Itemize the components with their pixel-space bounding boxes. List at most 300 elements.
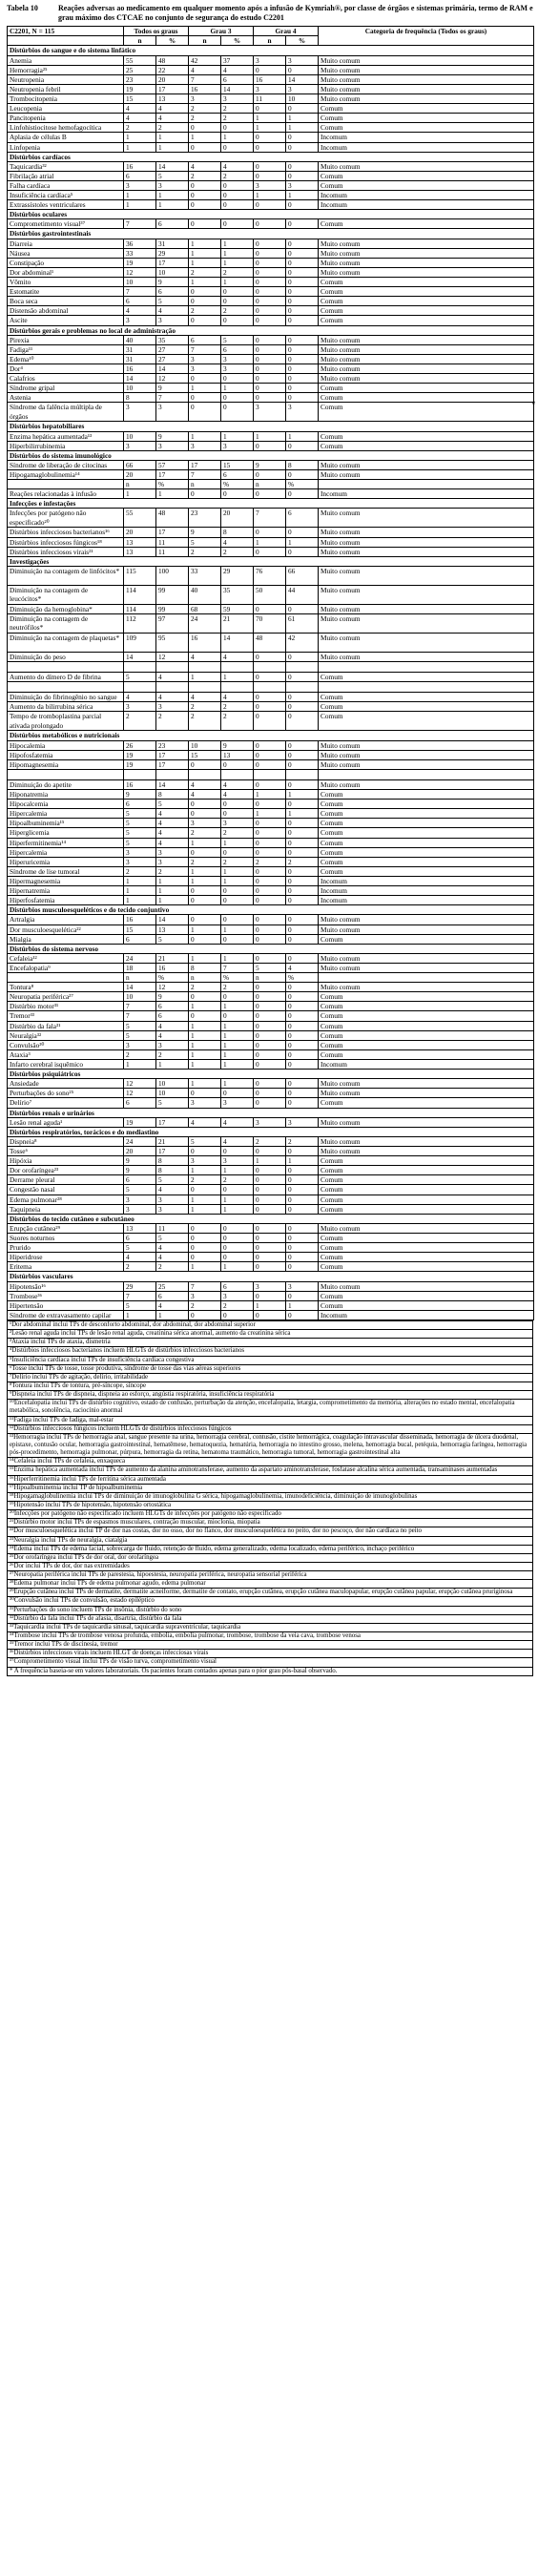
repeated-subheader-row: [8, 480, 534, 489]
grade4-pct: 0: [286, 393, 319, 403]
all-grades-pct: 9: [156, 431, 189, 441]
grade3-n: 1: [189, 924, 221, 934]
grade3-n: 0: [189, 142, 221, 152]
frequency-category: Incomum: [319, 133, 534, 142]
grade3-pct: 0: [221, 200, 254, 210]
grade4-n: 0: [254, 866, 286, 876]
footnote: ¹⁸Hipogamaglobulinemia inclui TPs de diminuição de imunoglobulina G sérica, hipogamaglobulinemia, imunodeficiência, diminuição de imunoglobulinas: [7, 1493, 533, 1502]
grade4-n: 0: [254, 828, 286, 838]
all-grades-n: 4: [124, 1253, 156, 1262]
adverse-reaction-term: [8, 480, 124, 489]
grade3-pct: 0: [221, 191, 254, 200]
grade3-n: 4: [189, 789, 221, 799]
grade3-n: 2: [189, 267, 221, 277]
grade3-n: 3: [189, 441, 221, 450]
all-grades-n: 5: [124, 838, 156, 847]
grade4-pct: 0: [286, 652, 319, 661]
frequency-category: Comum: [319, 934, 534, 944]
all-grades-pct: %: [156, 973, 189, 983]
frequency-category: Comum: [319, 1166, 534, 1175]
empty-cell: [254, 662, 286, 673]
table-row: [8, 1079, 534, 1089]
frequency-category: Muito comum: [319, 374, 534, 384]
grade3-n: 4: [189, 161, 221, 171]
all-grades-pct: 5: [156, 1098, 189, 1108]
table-row: [8, 963, 534, 972]
adverse-reaction-term: Vômito: [8, 278, 124, 287]
adverse-reaction-term: Taquipneia: [8, 1204, 124, 1214]
grade3-pct: 1: [221, 133, 254, 142]
all-grades-n: 19: [124, 258, 156, 267]
grade4-n: 0: [254, 693, 286, 702]
adverse-reaction-term: Hipomagnesemia: [8, 759, 124, 769]
table-row: [8, 239, 534, 248]
table-row: [8, 441, 534, 450]
all-grades-pct: 3: [156, 1040, 189, 1049]
adverse-reaction-term: Tremor³³: [8, 1011, 124, 1021]
frequency-category: Muito comum: [319, 344, 534, 354]
grade4-n: 0: [254, 673, 286, 682]
frequency-category: Comum: [319, 673, 534, 682]
all-grades-pct: 4: [156, 809, 189, 819]
frequency-category: Comum: [319, 171, 534, 180]
grade4-n: 3: [254, 1117, 286, 1127]
grade3-pct: 37: [221, 55, 254, 65]
frequency-category: Comum: [319, 306, 534, 316]
grade3-pct: 1: [221, 278, 254, 287]
table-row: [8, 983, 534, 992]
frequency-category: Comum: [319, 857, 534, 866]
footnote: ²⁷Neuropatia periférica inclui TPs de parestesia, hipoestesia, neuropatia periférica, neuropatia sensorial periférica: [7, 1571, 533, 1580]
all-grades-pct: 1: [156, 133, 189, 142]
frequency-category: Comum: [319, 712, 534, 731]
frequency-category: Incomum: [319, 1060, 534, 1070]
all-grades-n: 16: [124, 161, 156, 171]
adverse-reaction-term: Trombose³⁶: [8, 1291, 124, 1300]
adverse-reaction-term: Falha cardíaca: [8, 180, 124, 190]
all-grades-pct: 11: [156, 547, 189, 556]
adverse-reaction-term: Eritema: [8, 1262, 124, 1272]
grade3-pct: 2: [221, 857, 254, 866]
grade3-pct: 1: [221, 1195, 254, 1204]
grade4-n: 0: [254, 1253, 286, 1262]
all-grades-n: 7: [124, 219, 156, 229]
section-row: [8, 210, 534, 219]
grade4-pct: 0: [286, 528, 319, 537]
col-header-study: C2201, N = 115: [8, 27, 124, 36]
grade4-n: 0: [254, 1195, 286, 1204]
frequency-category: Muito comum: [319, 239, 534, 248]
frequency-category: Muito comum: [319, 652, 534, 661]
frequency-category: Comum: [319, 1291, 534, 1300]
all-grades-n: 3: [124, 1040, 156, 1049]
grade3-n: 0: [189, 403, 221, 422]
grade3-n: 0: [189, 219, 221, 229]
grade4-n: 0: [254, 316, 286, 325]
frequency-category: Muito comum: [319, 1089, 534, 1098]
all-grades-n: 18: [124, 963, 156, 972]
frequency-category: Muito comum: [319, 585, 534, 604]
grade4-n: 0: [254, 1098, 286, 1108]
grade4-pct: 0: [286, 1185, 319, 1195]
spacer-row: [8, 662, 534, 673]
frequency-category: Comum: [319, 393, 534, 403]
col-header-frequency: Categoria de frequência (Todos os graus): [319, 27, 534, 46]
empty-cell: [8, 682, 124, 693]
grade4-n: 0: [254, 1049, 286, 1059]
adverse-reaction-term: Distúrbio motor³¹: [8, 1002, 124, 1011]
adverse-reaction-term: Síndrome de extravasamento capilar: [8, 1310, 124, 1319]
adverse-reaction-term: Cefaleia¹²: [8, 953, 124, 963]
grade4-n: 1: [254, 114, 286, 123]
footnote: ²¹Distúrbio motor inclui TPs de espasmos musculares, contração muscular, mioclonia, miopatia: [7, 1519, 533, 1527]
grade3-pct: 6: [221, 470, 254, 480]
all-grades-n: 12: [124, 1089, 156, 1098]
grade3-pct: 4: [221, 537, 254, 547]
grade4-n: 0: [254, 1204, 286, 1214]
table-row: [8, 84, 534, 93]
adverse-reaction-term: Hiperbilirrubinemia: [8, 441, 124, 450]
adverse-reaction-term: Infarto cerebral isquêmico: [8, 1060, 124, 1070]
grade3-n: 1: [189, 278, 221, 287]
adverse-reaction-term: Edema pulmonar²⁸: [8, 1195, 124, 1204]
all-grades-n: 4: [124, 306, 156, 316]
table-row: [8, 537, 534, 547]
grade3-n: 2: [189, 104, 221, 114]
grade4-pct: 0: [286, 316, 319, 325]
grade4-pct: 0: [286, 374, 319, 384]
all-grades-pct: 6: [156, 1002, 189, 1011]
grade4-pct: 0: [286, 740, 319, 750]
grade4-pct: 1: [286, 1156, 319, 1166]
grade3-n: 1: [189, 1262, 221, 1272]
grade3-n: 1: [189, 1079, 221, 1089]
table-row: [8, 876, 534, 885]
grade4-pct: 0: [286, 1234, 319, 1243]
grade4-pct: 3: [286, 55, 319, 65]
grade3-n: 1: [189, 1021, 221, 1030]
grade3-pct: 1: [221, 239, 254, 248]
grade3-n: 8: [189, 963, 221, 972]
grade4-pct: 0: [286, 1243, 319, 1253]
all-grades-n: 19: [124, 750, 156, 759]
adverse-reaction-term: Neuropatia periférica²⁷: [8, 992, 124, 1002]
table-row: [8, 1310, 534, 1319]
grade3-n: 2: [189, 306, 221, 316]
grade3-pct: 4: [221, 779, 254, 789]
grade4-pct: 0: [286, 248, 319, 258]
table-row: [8, 652, 534, 661]
footnote: ²⁰Infecções por patógeno não especificado incluem HLGTs de infecções por patógeno não especificado: [7, 1510, 533, 1519]
all-grades-pct: 9: [156, 992, 189, 1002]
grade4-n: 0: [254, 239, 286, 248]
grade4-n: 16: [254, 74, 286, 84]
grade4-n: 0: [254, 1002, 286, 1011]
frequency-category: Comum: [319, 441, 534, 450]
table-row: [8, 460, 534, 469]
all-grades-pct: 5: [156, 800, 189, 809]
frequency-category: Incomum: [319, 896, 534, 905]
frequency-category: Muito comum: [319, 1281, 534, 1291]
empty-cell: [189, 769, 221, 779]
grade4-n: 0: [254, 441, 286, 450]
footnote: ³⁴Trombose inclui TPs de trombose venosa profunda, embolia, embolia pulmonar, trombose, trombose da veia cava, trombose venosa: [7, 1632, 533, 1641]
grade4-n: 0: [254, 819, 286, 828]
grade3-pct: 1: [221, 431, 254, 441]
grade4-pct: 0: [286, 65, 319, 74]
adverse-reaction-term: Diminuição na contagem de leucócitos*: [8, 585, 124, 604]
grade3-n: 10: [189, 740, 221, 750]
empty-cell: [189, 662, 221, 673]
adverse-reaction-term: Aumento do dímero D de fibrina: [8, 673, 124, 682]
all-grades-pct: 21: [156, 953, 189, 963]
grade3-n: 7: [189, 1281, 221, 1291]
table-row: [8, 171, 534, 180]
adverse-reaction-term: Extrassístoles ventriculares: [8, 200, 124, 210]
grade3-n: 0: [189, 800, 221, 809]
frequency-category: Muito comum: [319, 55, 534, 65]
grade3-n: 0: [189, 180, 221, 190]
grade4-pct: %: [286, 973, 319, 983]
grade4-pct: 0: [286, 1060, 319, 1070]
footnote: ⁵Insuficiência cardíaca inclui TPs de insuficiência cardíaca congestiva: [7, 1357, 533, 1365]
all-grades-pct: 17: [156, 528, 189, 537]
footnote: ¹⁷Hipoalbuminemia inclui TP de hipoalbuminemia: [7, 1485, 533, 1493]
all-grades-n: 13: [124, 537, 156, 547]
all-grades-n: 14: [124, 652, 156, 661]
grade3-pct: 1: [221, 1060, 254, 1070]
grade3-n: 0: [189, 847, 221, 857]
grade4-pct: 0: [286, 953, 319, 963]
grade3-pct: 2: [221, 306, 254, 316]
adverse-reaction-term: Pirexia: [8, 335, 124, 344]
all-grades-n: 5: [124, 1021, 156, 1030]
all-grades-n: 12: [124, 1079, 156, 1089]
grade4-pct: 1: [286, 809, 319, 819]
adverse-reaction-term: Leucopenia: [8, 104, 124, 114]
frequency-category: Muito comum: [319, 470, 534, 480]
adverse-reaction-term: Dor abdominal¹: [8, 267, 124, 277]
grade3-n: 1: [189, 838, 221, 847]
empty-cell: [286, 682, 319, 693]
grade3-n: 2: [189, 712, 221, 731]
adverse-reaction-term: Calafrios: [8, 374, 124, 384]
adverse-reaction-term: Tempo de tromboplastina parcial ativada prolongado: [8, 712, 124, 731]
col-subheader-n: n: [189, 36, 221, 46]
all-grades-n: 114: [124, 585, 156, 604]
grade4-n: 0: [254, 344, 286, 354]
table-row: [8, 306, 534, 316]
table-row: [8, 866, 534, 876]
all-grades-pct: 1: [156, 200, 189, 210]
grade4-n: 3: [254, 55, 286, 65]
grade4-n: 0: [254, 384, 286, 393]
grade4-pct: 0: [286, 876, 319, 885]
frequency-category: Incomum: [319, 876, 534, 885]
table-row: [8, 1117, 534, 1127]
grade4-pct: 3: [286, 84, 319, 93]
empty-cell: [156, 769, 189, 779]
all-grades-n: 1: [124, 1310, 156, 1319]
grade3-pct: 6: [221, 344, 254, 354]
table-row: [8, 528, 534, 537]
section-row: [8, 499, 534, 509]
grade3-n: 24: [189, 613, 221, 633]
all-grades-pct: 4: [156, 104, 189, 114]
all-grades-n: 5: [124, 1243, 156, 1253]
grade4-pct: 0: [286, 171, 319, 180]
grade4-pct: 1: [286, 537, 319, 547]
adverse-reaction-term: Dor orofaríngea²³: [8, 1166, 124, 1175]
grade4-pct: 0: [286, 1040, 319, 1049]
footnote: ¹Dor abdominal inclui TPs de desconforto abdominal, dor abdominal, dor abdominal superior: [7, 1320, 533, 1330]
grade3-pct: 2: [221, 171, 254, 180]
footnote: ²⁵Dor orofaríngea inclui TPs de dor oral, dor orofaríngea: [7, 1554, 533, 1563]
frequency-category: Comum: [319, 1011, 534, 1021]
adverse-reaction-term: Trombocitopenia: [8, 93, 124, 103]
table-row: [8, 509, 534, 528]
document-page: [7, 4, 536, 1676]
all-grades-pct: 5: [156, 297, 189, 306]
adverse-reaction-term: Hipercalemia: [8, 847, 124, 857]
grade4-n: 2: [254, 857, 286, 866]
empty-cell: [8, 769, 124, 779]
grade4-n: 3: [254, 403, 286, 422]
table-row: [8, 200, 534, 210]
all-grades-pct: 8: [156, 1166, 189, 1175]
all-grades-n: 3: [124, 403, 156, 422]
grade3-pct: 0: [221, 1223, 254, 1233]
footnote: ³⁵Tremor inclui TPs de discinesia, tremor: [7, 1641, 533, 1650]
grade4-n: 1: [254, 809, 286, 819]
grade4-n: 70: [254, 613, 286, 633]
section-row: [8, 944, 534, 953]
all-grades-pct: 6: [156, 287, 189, 297]
grade4-pct: 0: [286, 1291, 319, 1300]
frequency-category: Incomum: [319, 200, 534, 210]
grade4-pct: 0: [286, 1223, 319, 1233]
all-grades-n: 9: [124, 789, 156, 799]
section-row: [8, 1214, 534, 1223]
all-grades-n: 3: [124, 316, 156, 325]
grade3-pct: 1: [221, 1079, 254, 1089]
grade4-n: 0: [254, 1223, 286, 1233]
grade4-n: 0: [254, 306, 286, 316]
grade4-n: 0: [254, 1040, 286, 1049]
adverse-reaction-term: Infecções por patógeno não especificado²⁰: [8, 509, 124, 528]
grade3-n: 1: [189, 1040, 221, 1049]
grade3-n: 7: [189, 344, 221, 354]
all-grades-n: 3: [124, 702, 156, 712]
all-grades-n: 25: [124, 65, 156, 74]
grade3-n: 2: [189, 1175, 221, 1185]
frequency-category: Comum: [319, 992, 534, 1002]
grade3-n: 1: [189, 431, 221, 441]
grade4-pct: 3: [286, 403, 319, 422]
all-grades-n: 15: [124, 93, 156, 103]
frequency-category: Muito comum: [319, 1223, 534, 1233]
table-row: [8, 354, 534, 364]
table-row: [8, 316, 534, 325]
all-grades-n: 1: [124, 1060, 156, 1070]
section-title: Distúrbios gerais e problemas no local de administração: [8, 325, 534, 335]
grade3-pct: 0: [221, 1253, 254, 1262]
grade3-pct: 3: [221, 354, 254, 364]
all-grades-pct: 14: [156, 161, 189, 171]
frequency-category: Comum: [319, 1002, 534, 1011]
grade3-n: 0: [189, 1147, 221, 1156]
grade4-n: 0: [254, 1060, 286, 1070]
grade4-pct: 3: [286, 180, 319, 190]
table-row: [8, 278, 534, 287]
grade4-n: 1: [254, 191, 286, 200]
grade4-pct: 0: [286, 1175, 319, 1185]
grade3-pct: 0: [221, 374, 254, 384]
grade4-pct: 0: [286, 344, 319, 354]
footnote: * A frequência baseia-se em valores laboratoriais. Os pacientes foram contados apenas para o pior grau pós-basal observado.: [7, 1668, 533, 1676]
section-row: [8, 325, 534, 335]
grade4-n: 0: [254, 759, 286, 769]
all-grades-pct: 6: [156, 1291, 189, 1300]
all-grades-n: 13: [124, 547, 156, 556]
grade3-pct: 0: [221, 180, 254, 190]
grade3-n: 2: [189, 983, 221, 992]
all-grades-n: 5: [124, 828, 156, 838]
table-row: [8, 191, 534, 200]
all-grades-pct: 17: [156, 759, 189, 769]
all-grades-pct: 4: [156, 693, 189, 702]
all-grades-n: 7: [124, 1291, 156, 1300]
table-row: [8, 1040, 534, 1049]
grade3-pct: %: [221, 973, 254, 983]
grade3-pct: 0: [221, 896, 254, 905]
grade4-n: 0: [254, 200, 286, 210]
section-title: Distúrbios do sistema imunológico: [8, 450, 534, 460]
section-row: [8, 422, 534, 431]
grade4-n: 0: [254, 886, 286, 896]
grade4-pct: 0: [286, 992, 319, 1002]
frequency-category: Comum: [319, 1204, 534, 1214]
grade4-pct: 0: [286, 547, 319, 556]
all-grades-pct: 4: [156, 1243, 189, 1253]
grade3-pct: 15: [221, 460, 254, 469]
section-title: Distúrbios vasculares: [8, 1272, 534, 1281]
adverse-reaction-term: Edema¹⁰: [8, 354, 124, 364]
grade3-pct: 6: [221, 1281, 254, 1291]
grade4-pct: 66: [286, 566, 319, 585]
adverse-reaction-term: Hiperfermitinemia¹⁴: [8, 838, 124, 847]
grade3-n: 42: [189, 55, 221, 65]
grade3-n: 1: [189, 258, 221, 267]
table-row: [8, 712, 534, 731]
grade3-pct: 3: [221, 1291, 254, 1300]
adverse-reaction-term: Hiperglicemia: [8, 828, 124, 838]
grade3-pct: 0: [221, 316, 254, 325]
adverse-reaction-term: Hiperfosfatemia: [8, 896, 124, 905]
frequency-category: Incomum: [319, 142, 534, 152]
adverse-reaction-term: Distúrbios infecciosos virais²¹: [8, 547, 124, 556]
footnote: ²Lesão renal aguda inclui TPs de lesão renal aguda, creatinina sérica anormal, aumento da creatinina sérica: [7, 1330, 533, 1339]
grade4-pct: 0: [286, 1262, 319, 1272]
all-grades-n: 36: [124, 239, 156, 248]
grade4-n: 3: [254, 180, 286, 190]
all-grades-n: 3: [124, 1195, 156, 1204]
table-row: [8, 384, 534, 393]
grade3-pct: 0: [221, 1089, 254, 1098]
grade4-n: 1: [254, 537, 286, 547]
grade3-pct: 21: [221, 613, 254, 633]
all-grades-pct: 7: [156, 393, 189, 403]
